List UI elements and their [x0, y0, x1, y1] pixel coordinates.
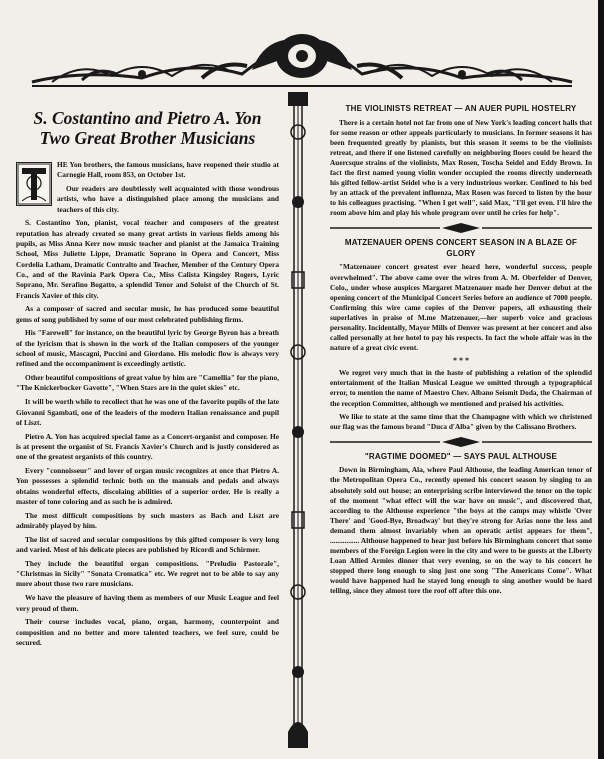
article-yon-brothers [16, 108, 279, 652]
paragraph: Our readers are doubtlessly well acquainted with those wondrous artists, who have a distinguished place among the musicians and teachers of this city. [57, 184, 279, 214]
paragraph: As a composer of sacred and secular music, he has produced some beautiful gems of song published by some of our most celebrated publishing firms. [16, 304, 279, 324]
title-line-1: S. Costantino and Pietro A. Yon [33, 108, 262, 128]
paragraph: "Matzenauer concert greatest ever heard here, wonderful success, people overwhelmed". The above came over the wires from A. M. Oberfelder of Denver, Colo., under whose auspices Margaret Matzenauer made her Denver debut at the opening concert of the Municipal Concert Series before an audience of 7000 people. Confirming this wire came copies of the Denver papers, all exhausting their superlatives in praise of M.me Matzenauer,—her superb voice and gracious personality. Incidentally, Mayor Mills of Denver was present at her concert and also called personally at her hotel to pay his respects. In fact the whole affair was in the nature of a great civic event. [330, 262, 592, 353]
paragraph: They include the beautiful organ compositions. "Preludio Pastorale", "Christmas in Sicily" "Sonata Cromatica" etc. We regret not to be able to say any more about those two rare musicians. [16, 558, 279, 589]
page-edge-shadow [598, 0, 604, 759]
headline-violinists-retreat: THE VIOLINISTS RETREAT — AN AUER PUPIL HOSTELRY [345, 104, 577, 113]
paragraph: The most difficult compositions by such masters as Bach and Liszt are admirably played by him. [16, 510, 279, 530]
dropcap-t-ornament-icon [16, 162, 52, 206]
headline-matzenauer: MATZENAUER OPENS CONCERT SEASON IN A BLAZE OF GLORY [344, 238, 578, 258]
ornamental-rule [330, 221, 592, 235]
title-line-2: Two Great Brother Musicians [39, 128, 256, 148]
vertical-ornamental-divider [284, 92, 312, 748]
right-column [330, 104, 592, 600]
paragraph: We have the pleasure of having them as members of our Music League and feel very proud of them. [16, 593, 279, 613]
paragraph: His "Farewell" for instance, on the beautiful lyric by George Byron has a breath of the lyricism that is shown in the work of the Italian composers of the younger school of music, Mascagni, Puccini and Giordano. His melodic flow is always very refined and the occompaniment is exceedingly artistic. [16, 328, 279, 369]
paragraph: Their course includes vocal, piano, organ, harmony, counterpoint and composition and no better and more talented teachers, we feel sure, could be secured. [16, 617, 279, 647]
intro-paragraph: HE Yon brothers, the famous musicians, have reopened their studio at Carnegie Hall, room 853, on October 1st. [57, 160, 279, 180]
ornamental-rule [330, 435, 592, 449]
paragraph: We regret very much that in the haste of publishing a relation of the splendid entertainment of the Italian Musical League we omitted through a typographical error, to mention the name of Maestro Chev. Albano Seismit Doda, the Chairman of the reception Committee, although we mentioned and praised his activities. [330, 368, 592, 408]
paragraph: We like to state at the same time that the Champagne with which we christened our flag was the famous brand "Duca d'Alba" given by the Calissano Brothers. [330, 411, 592, 431]
article-intro [16, 160, 279, 215]
headline-ragtime-doomed: "RAGTIME DOOMED" — SAYS PAUL ALTHOUSE [364, 451, 558, 461]
paragraph: S. Costantino Yon, pianist, vocal teacher and composers of the greatest reputation has already created so many great artists in various fields among his pupils, as Miss Anna Kerr now music teacher and pianist at the Jamaica Training School, Miss Juliette Lippe, Dramatic Soprano in Opera and Concert, Miss Cordelia Latham, Dramatic Contralto and Teacher, Member of the Century Opera Co., and of the Ravinia Park Opera Co., Miss Calista Kingsley Rogers, Lyric Soprano, Mr. Serafino Bogatto, a splendid Tenor and Soloist of the Church of St. Francis Xavier of this city. [16, 218, 279, 300]
ornamental-header-banner [22, 30, 582, 92]
paragraph: Every "connoisseur" and lover of organ music recognizes at once that Pietro A. Yon possesses a splendid technic both on the manuals and pedals and always obtains wonderful effects, discolaing abilities of a superior order. He is really a master of tone coloring and as such he is admired. [16, 466, 279, 506]
paragraph: It will be worth while to recollect that he was one of the favorite pupils of the late Giovanni Sgambati, one of the leaders of the modern Italian renaissance and pupil of Liszt. [16, 397, 279, 427]
paragraph: There is a certain hotel not far from one of New York's leading concert halls that for some reason or other appeals particularly to musicians. In former seasons it has been frequented greatly by pianists, but this season it seems to be the violinists retreat, and there if one listened carefully on neighboring floors could be heard the Auercsque strains of the violinists, Max Rosen, Toscha Seidel and Eddy Brown. In fact the first named young violin wonder occupied the rooms directly underneath his gifted fellow-artist Seidel who is a very industrious worker. Confined to his bed by an attack of the prevalent influenza, Max Rosen was forced to listen by the hour to his colleagues practising. "When I get well", said Max, "I'll get even. I'll hire the room above him and play his whole program over until he cries for help". [330, 117, 592, 218]
rule-ornament-icon [330, 435, 592, 449]
paragraph: Down in Birmingham, Ala, where Paul Althouse, the leading American tenor of the Metropolitan Opera Co., recently opened his concert season by singing to an absolutely sold out house; an enterprising scribe interviewed the tenor on the topic of the moment "what effect will the war have on music", and discovered that, according to the Althouse experience "the boys at the camps may whistle 'Over There' and 'Good-Bye, Broadway' but they're strong for Arias none the less and demand them almost invariably when an operatic artist appears for them", ................ Althouse happened to hear just before his Birmingham concert that some members of the Foreign Legion were in the city and were to be guests at the Liberty Loan Allied Armies dinner that very evening, so on the way to his concert he stopped there long enough to sing just one song "The Americans Come". What would have happened had he stayed long enough to sing another would be hard telling, since they almost tore the roof off after this one. [330, 465, 592, 596]
article-title [16, 108, 279, 148]
section-stars: * * * [453, 356, 469, 366]
paragraph: The list of sacred and secular compositions by this gifted composer is very long and varied. Most of his delicate pieces are published by Ricordi and Schirmer. [16, 534, 279, 555]
rule-ornament-icon [330, 221, 592, 235]
paragraph: Pietro A. Yon has acquired special fame as a Concert-organist and composer. He is at present the organist of St. Francis Xavier's Church and is justly considered as one of the greatest organists of this country. [16, 431, 279, 462]
paragraph: Other beautiful compositions of great value by him are "Camellia" for the piano, "The Knickerbocker Gavotte", "When Stars are in the quiet skies" etc. [16, 373, 279, 393]
